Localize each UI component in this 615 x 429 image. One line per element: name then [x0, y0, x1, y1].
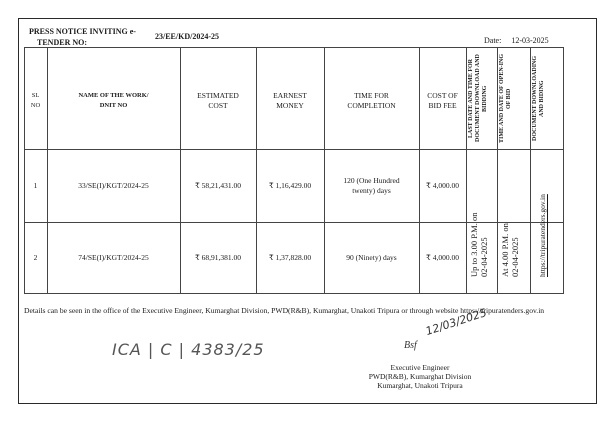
col-document-downloading: DOCUMENT DOWNLOADING AND BIDING [532, 55, 545, 142]
row1-earnest-money: ₹ 1,16,429.00 [268, 181, 312, 190]
col-opening-date: TIME AND DATE OF OPEN-ING OF BID [499, 54, 512, 144]
portal-link[interactable]: https://tripuratenders.gov.in [538, 194, 547, 277]
signature-date: 12/03/2025 [423, 306, 489, 338]
row1-dnit: 33/SE(I)/KGT/2024-25 [78, 181, 149, 190]
col-estimated-cost: ESTIMATED COST [197, 91, 239, 110]
signatory-block: Executive Engineer PWD(R&B), Kumarghat Division Kumarghat, Unakoti Tripura [368, 363, 472, 390]
col-earnest-money: EARNEST MONEY [273, 91, 307, 110]
row1-estimated-cost: ₹ 58,21,431.00 [194, 181, 242, 190]
row2-time: 90 (Ninety) days [346, 253, 397, 262]
opening-date-time: At 4.00 P.M. on 02-04-2025 [500, 223, 520, 277]
row1-time: 120 (One Hundred twenty) days [343, 176, 400, 195]
tender-number: 23/EE/KD/2024-25 [155, 32, 220, 41]
row2-earnest-money: ₹ 1,37,828.00 [268, 253, 312, 262]
details-text: Details can be seen in the office of the Executive Engineer, Kumarghat Division, PWD(R&B), Kumarghat, Unakoti Tripura or through website https://tripuratenders.gov.in [24, 306, 545, 315]
row1-bid-fee: ₹ 4,000.00 [426, 181, 459, 190]
col-sl-no: SL NO [30, 92, 41, 109]
col-name-of-work: NAME OF THE WORK/ DNIT NO [78, 92, 149, 109]
col-last-date: LAST DATE AND TIME FOR DOCUMENT DOWNLOAD AND BIDDING [468, 54, 488, 143]
row2-sl: 2 [33, 253, 38, 262]
notice-title: PRESS NOTICE INVITING e- TENDER NO: [29, 27, 136, 47]
row2-estimated-cost: ₹ 68,91,381.00 [194, 253, 242, 262]
signature-initials: Bsf [404, 340, 417, 351]
notice-date: Date: 12-03-2025 [484, 36, 549, 45]
col-time-for-completion: TIME FOR COMPLETION [347, 91, 396, 110]
row2-dnit: 74/SE(I)/KGT/2024-25 [78, 253, 149, 262]
row2-bid-fee: ₹ 4,000.00 [426, 253, 459, 262]
last-date-time: Up to 3.00 P.M. on 02-04-2025 [469, 212, 489, 277]
row1-sl: 1 [33, 181, 38, 190]
handwritten-reference: ICA | C | 4383/25 [112, 340, 265, 359]
col-cost-of-bid-fee: COST OF BID FEE [427, 91, 458, 110]
